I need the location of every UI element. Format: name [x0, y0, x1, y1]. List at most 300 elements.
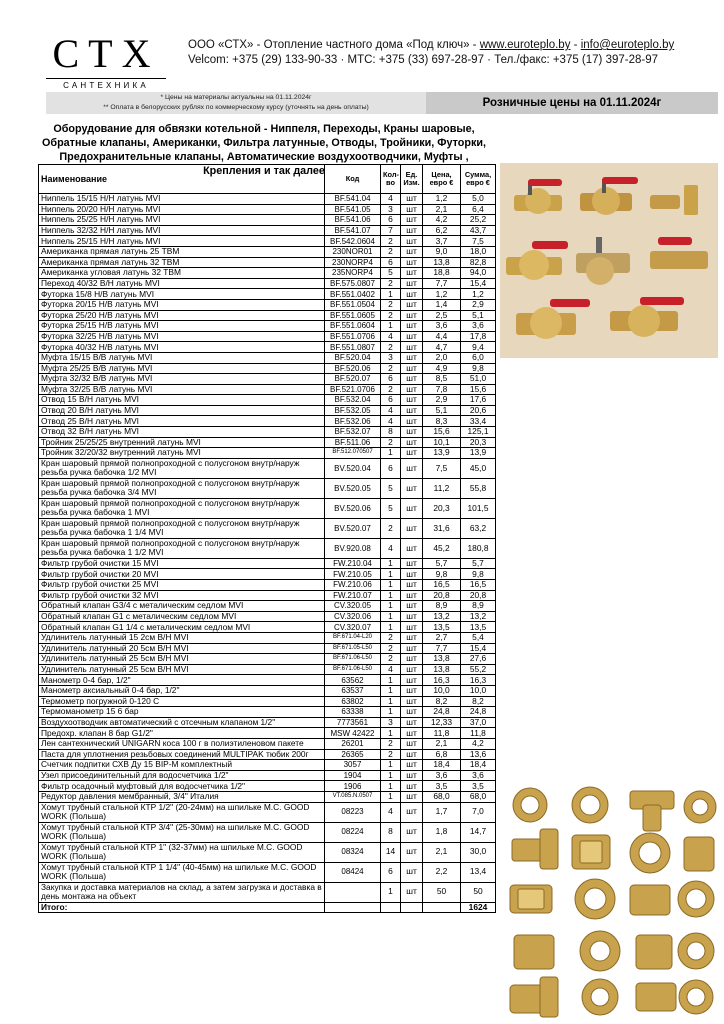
item-name: Хомут трубный стальной КТР 1/2" (20-24мм) на шпильке М.С. GOOD WORK (Польша): [39, 802, 325, 822]
item-price: 16,5: [423, 580, 461, 591]
item-sum: 15,4: [461, 643, 496, 654]
table-row: [39, 781, 496, 792]
col-name-header: Наименование: [39, 165, 325, 194]
item-qty: 1: [381, 696, 401, 707]
item-price: 7,8: [423, 384, 461, 395]
item-sum: 30,0: [461, 842, 496, 862]
item-code: 08223: [325, 802, 381, 822]
item-name: Муфта 15/15 В/В латунь MVI: [39, 352, 325, 363]
table-row: [39, 268, 496, 279]
item-sum: 37,0: [461, 717, 496, 728]
item-unit: шт: [401, 611, 423, 622]
table-row: [39, 225, 496, 236]
table-row: [39, 675, 496, 686]
item-code: BF.551.0706: [325, 331, 381, 342]
item-code: 63537: [325, 685, 381, 696]
table-header-row: [39, 165, 496, 194]
item-code: 235NORP4: [325, 268, 381, 279]
item-name: Паста для уплотнения резьбовых соединений MULTIPAK тюбик 200г: [39, 749, 325, 760]
item-unit: шт: [401, 225, 423, 236]
item-unit: шт: [401, 760, 423, 771]
item-unit: шт: [401, 558, 423, 569]
item-unit: шт: [401, 882, 423, 902]
item-code: BF.541.05: [325, 204, 381, 215]
item-name: Футорка 25/20 Н/В латунь MVI: [39, 310, 325, 321]
item-sum: 6,0: [461, 352, 496, 363]
item-unit: шт: [401, 675, 423, 686]
item-code: BF.575.0807: [325, 278, 381, 289]
item-name: Удлинитель латунный 20 5см В/Н MVI: [39, 643, 325, 654]
brass-fittings-photo: [500, 785, 720, 1020]
item-unit: шт: [401, 791, 423, 802]
item-qty: 14: [381, 842, 401, 862]
item-sum: 6,4: [461, 204, 496, 215]
col-qty-header: Кол-во: [381, 165, 401, 194]
table-row: [39, 236, 496, 247]
item-code: VT.085.N.0507: [325, 791, 381, 802]
item-qty: 3: [381, 717, 401, 728]
item-qty: 2: [381, 437, 401, 448]
item-unit: шт: [401, 580, 423, 591]
item-qty: 2: [381, 738, 401, 749]
item-code: 3057: [325, 760, 381, 771]
item-name: Кран шаровый прямой полнопроходной с полусгоном внутр/наруж резьба ручка бабочка 1/2 MVI: [39, 458, 325, 478]
item-name: Кран шаровый прямой полнопроходной с полусгоном внутр/наруж резьба ручка бабочка 3/4 MVI: [39, 478, 325, 498]
table-row: [39, 246, 496, 257]
table-row: [39, 204, 496, 215]
item-name: Ниппель 32/32 Н/Н латунь MVI: [39, 225, 325, 236]
item-price: 4,7: [423, 342, 461, 353]
item-name: Обратный клапан G1 1/4 с металическим седлом MVI: [39, 622, 325, 633]
item-code: BF.532.04: [325, 395, 381, 406]
item-price: 7,5: [423, 458, 461, 478]
company-logo: [46, 31, 166, 94]
item-code: 63338: [325, 707, 381, 718]
item-name: Муфта 32/32 В/В латунь MVI: [39, 374, 325, 385]
table-row: [39, 882, 496, 902]
item-unit: шт: [401, 685, 423, 696]
item-code: BF.542.0604: [325, 236, 381, 247]
item-sum: 20,6: [461, 405, 496, 416]
item-sum: 55,8: [461, 478, 496, 498]
item-unit: шт: [401, 862, 423, 882]
item-qty: 1: [381, 558, 401, 569]
document-title: Оборудование для обвязки котельной - Ниппеля, Переходы, Краны шаровые, Обратные клапаны, Американки, Фильтра латунные, Отводы, Тройники, Футорки, Предохранительные клапаны, Автоматические воздухоотводчики, Муфты , Крепления и так далее: [42, 123, 486, 177]
item-code: BF.520.06: [325, 363, 381, 374]
item-qty: 1: [381, 622, 401, 633]
item-sum: 9,8: [461, 363, 496, 374]
item-name: Тройник 32/20/32 внутренний латунь MVI: [39, 448, 325, 459]
item-qty: 1: [381, 448, 401, 459]
item-sum: 17,6: [461, 395, 496, 406]
item-name: Удлинитель латунный 25 5см В/Н MVI: [39, 654, 325, 665]
item-qty: 2: [381, 278, 401, 289]
table-row: [39, 707, 496, 718]
item-price: 3,5: [423, 781, 461, 792]
item-sum: 15,4: [461, 278, 496, 289]
item-sum: 16,3: [461, 675, 496, 686]
item-price: 8,2: [423, 696, 461, 707]
table-row: [39, 749, 496, 760]
item-code: BV.520.06: [325, 498, 381, 518]
item-sum: 7,0: [461, 802, 496, 822]
table-body: [39, 194, 496, 913]
item-qty: 1: [381, 611, 401, 622]
item-name: Хомут трубный стальной КТР 3/4" (25-30мм) на шпильке М.С. GOOD WORK (Польша): [39, 822, 325, 842]
item-unit: шт: [401, 278, 423, 289]
item-code: BF.671.06-L50: [325, 654, 381, 665]
total-empty-cell: [401, 902, 423, 913]
table-row: [39, 416, 496, 427]
item-unit: шт: [401, 633, 423, 644]
item-qty: 4: [381, 802, 401, 822]
item-sum: 18,4: [461, 760, 496, 771]
item-price: 6,8: [423, 749, 461, 760]
item-name: Футорка 20/15 Н/В латунь MVI: [39, 299, 325, 310]
item-name: Отвод 32 В/Н латунь MVI: [39, 427, 325, 438]
item-code: BV.920.08: [325, 538, 381, 558]
item-sum: 180,8: [461, 538, 496, 558]
item-name: Хомут трубный стальной КТР 1" (32-37мм) на шпильке М.С. GOOD WORK (Польша): [39, 842, 325, 862]
item-price: 45,2: [423, 538, 461, 558]
table-row: [39, 331, 496, 342]
item-price: 5,7: [423, 558, 461, 569]
item-price: 1,4: [423, 299, 461, 310]
phone-line: Velcom: +375 (29) 133-90-33 · МТС: +375 (33) 697-28-97 · Тел./факс: +375 (17) 397-28-97: [188, 54, 659, 66]
item-sum: 8,2: [461, 696, 496, 707]
item-code: BF.671.06-L50: [325, 664, 381, 675]
item-price: 10,0: [423, 685, 461, 696]
item-price: 1,2: [423, 194, 461, 205]
item-name: Термоманометр 15 6 бар: [39, 707, 325, 718]
item-code: 08324: [325, 842, 381, 862]
item-qty: 7: [381, 225, 401, 236]
item-unit: шт: [401, 622, 423, 633]
item-price: 11,2: [423, 478, 461, 498]
item-unit: шт: [401, 299, 423, 310]
item-unit: шт: [401, 458, 423, 478]
item-code: BF.551.0504: [325, 299, 381, 310]
table-row: [39, 427, 496, 438]
table-row: [39, 862, 496, 882]
table-row: [39, 738, 496, 749]
item-code: 08424: [325, 862, 381, 882]
item-name: Обратный клапан G3/4 с металическим седлом MVI: [39, 601, 325, 612]
email-link[interactable]: info@euroteplo.by: [580, 39, 675, 51]
logo-text: СТХ: [52, 31, 160, 76]
item-unit: шт: [401, 321, 423, 332]
total-label: Итого:: [39, 902, 325, 913]
item-sum: 63,2: [461, 518, 496, 538]
item-sum: 10,0: [461, 685, 496, 696]
item-code: FW.210.04: [325, 558, 381, 569]
item-sum: 51,0: [461, 374, 496, 385]
item-name: Американка прямая латунь 32 TBM: [39, 257, 325, 268]
item-code: BF.520.07: [325, 374, 381, 385]
item-name: Редуктор давления мембранный, 3/4" Италия: [39, 791, 325, 802]
item-code: CV.320.05: [325, 601, 381, 612]
item-unit: шт: [401, 363, 423, 374]
table-row: [39, 590, 496, 601]
item-name: Манометр аксиальный 0-4 бар, 1/2": [39, 685, 325, 696]
item-name: Отвод 25 В/Н латунь MVI: [39, 416, 325, 427]
item-qty: 4: [381, 405, 401, 416]
item-code: CV.320.06: [325, 611, 381, 622]
item-price: 20,8: [423, 590, 461, 601]
item-code: BF.541.04: [325, 194, 381, 205]
item-price: 3,6: [423, 770, 461, 781]
table-row: [39, 437, 496, 448]
item-sum: 7,5: [461, 236, 496, 247]
table-row: [39, 791, 496, 802]
item-unit: шт: [401, 257, 423, 268]
table-row: [39, 770, 496, 781]
item-sum: 82,8: [461, 257, 496, 268]
total-empty-cell: [423, 902, 461, 913]
item-qty: 2: [381, 654, 401, 665]
table-row: [39, 448, 496, 459]
item-name: Муфта 32/25 В/В латунь MVI: [39, 384, 325, 395]
item-qty: 1: [381, 590, 401, 601]
item-unit: шт: [401, 601, 423, 612]
item-qty: 6: [381, 257, 401, 268]
item-name: Отвод 15 В/Н латунь MVI: [39, 395, 325, 406]
item-name: Американка прямая латунь 25 TBM: [39, 246, 325, 257]
price-table: [38, 164, 496, 913]
table-row: [39, 363, 496, 374]
item-price: 18,8: [423, 268, 461, 279]
item-sum: 24,8: [461, 707, 496, 718]
item-code: 63562: [325, 675, 381, 686]
item-code: BF.521.0706: [325, 384, 381, 395]
item-price: 1,7: [423, 802, 461, 822]
item-name: Удлинитель латунный 15 2см В/Н MVI: [39, 633, 325, 644]
item-code: BF.671.05-L50: [325, 643, 381, 654]
table-row: [39, 580, 496, 591]
item-qty: 6: [381, 862, 401, 882]
item-code: BF.532.07: [325, 427, 381, 438]
item-unit: шт: [401, 590, 423, 601]
item-unit: шт: [401, 569, 423, 580]
table-row: [39, 760, 496, 771]
item-name: Фильтр грубой очистки 32 MVI: [39, 590, 325, 601]
item-qty: 1: [381, 791, 401, 802]
item-code: FW.210.05: [325, 569, 381, 580]
item-name: Манометр 0-4 бар, 1/2": [39, 675, 325, 686]
item-code: BF.551.0807: [325, 342, 381, 353]
item-name: Кран шаровый прямой полнопроходной с полусгоном внутр/наруж резьба ручка бабочка 1 MVI: [39, 498, 325, 518]
item-qty: 2: [381, 246, 401, 257]
item-price: 3,7: [423, 236, 461, 247]
item-price: 4,9: [423, 363, 461, 374]
item-unit: шт: [401, 538, 423, 558]
table-row: [39, 664, 496, 675]
item-qty: 3: [381, 352, 401, 363]
item-sum: 50: [461, 882, 496, 902]
item-sum: 13,6: [461, 749, 496, 760]
item-name: Футорка 32/25 Н/В латунь MVI: [39, 331, 325, 342]
table-row: [39, 601, 496, 612]
item-code: BF.551.0402: [325, 289, 381, 300]
item-price: 8,5: [423, 374, 461, 385]
item-sum: 1,2: [461, 289, 496, 300]
item-price: 2,1: [423, 204, 461, 215]
item-price: 11,8: [423, 728, 461, 739]
table-row: [39, 611, 496, 622]
item-sum: 14,7: [461, 822, 496, 842]
item-name: Обратный клапан G1 с металическим седлом MVI: [39, 611, 325, 622]
item-qty: 4: [381, 664, 401, 675]
item-unit: шт: [401, 374, 423, 385]
note-payment: ** Оплата в белорусских рублях по коммерческому курсу (уточнять на день оплаты): [103, 104, 369, 111]
table-row: [39, 498, 496, 518]
item-price: 13,9: [423, 448, 461, 459]
item-price: 12,33: [423, 717, 461, 728]
table-row: [39, 352, 496, 363]
website-link[interactable]: www.euroteplo.by: [479, 39, 571, 51]
item-sum: 8,9: [461, 601, 496, 612]
item-sum: 55,2: [461, 664, 496, 675]
item-qty: 5: [381, 498, 401, 518]
item-code: BV.520.04: [325, 458, 381, 478]
item-unit: шт: [401, 707, 423, 718]
item-name: Отвод 20 В/Н латунь MVI: [39, 405, 325, 416]
item-code: 7773561: [325, 717, 381, 728]
item-price: 13,8: [423, 664, 461, 675]
item-sum: 13,5: [461, 622, 496, 633]
table-row: [39, 478, 496, 498]
item-qty: 1: [381, 685, 401, 696]
item-price: 16,3: [423, 675, 461, 686]
item-code: 230NOR01: [325, 246, 381, 257]
item-qty: 2: [381, 310, 401, 321]
item-code: MSW 42422: [325, 728, 381, 739]
item-code: [325, 882, 381, 902]
item-price: 8,3: [423, 416, 461, 427]
item-code: FW.210.07: [325, 590, 381, 601]
item-sum: 45,0: [461, 458, 496, 478]
item-qty: 4: [381, 416, 401, 427]
col-sum-header: Сумма, евро €: [461, 165, 496, 194]
table-row: [39, 622, 496, 633]
table-row: [39, 278, 496, 289]
item-price: 68,0: [423, 791, 461, 802]
logo-subtitle: САНТЕХНИКА: [46, 78, 166, 90]
item-unit: шт: [401, 822, 423, 842]
ball-valves-photo: [500, 163, 718, 358]
item-unit: шт: [401, 204, 423, 215]
item-qty: 6: [381, 215, 401, 226]
item-price: 13,5: [423, 622, 461, 633]
table-row: [39, 728, 496, 739]
item-price: 13,8: [423, 654, 461, 665]
item-price: 2,0: [423, 352, 461, 363]
table-row: [39, 384, 496, 395]
item-sum: 68,0: [461, 791, 496, 802]
item-price: 31,6: [423, 518, 461, 538]
item-name: Переход 40/32 В/Н латунь MVI: [39, 278, 325, 289]
table-row: [39, 822, 496, 842]
item-sum: 101,5: [461, 498, 496, 518]
item-qty: 2: [381, 363, 401, 374]
item-price: 9,0: [423, 246, 461, 257]
item-code: 63802: [325, 696, 381, 707]
item-price: 7,7: [423, 643, 461, 654]
item-sum: 9,8: [461, 569, 496, 580]
item-sum: 3,6: [461, 321, 496, 332]
item-unit: шт: [401, 518, 423, 538]
table-row: [39, 299, 496, 310]
item-price: 7,7: [423, 278, 461, 289]
item-name: Ниппель 25/25 Н/Н латунь MVI: [39, 215, 325, 226]
item-qty: 3: [381, 204, 401, 215]
col-unit-header: Ед. Изм.: [401, 165, 423, 194]
item-name: Ниппель 25/15 Н/Н латунь MVI: [39, 236, 325, 247]
item-sum: 20,3: [461, 437, 496, 448]
item-sum: 13,2: [461, 611, 496, 622]
item-unit: шт: [401, 643, 423, 654]
company-line: ООО «СТХ» - Отопление частного дома «Под ключ» -: [188, 39, 480, 51]
item-code: BV.520.05: [325, 478, 381, 498]
item-name: Узел присоединительный для водосчетчика 1/2": [39, 770, 325, 781]
item-qty: 1: [381, 882, 401, 902]
item-code: BF.551.0605: [325, 310, 381, 321]
item-qty: 4: [381, 194, 401, 205]
item-unit: шт: [401, 194, 423, 205]
item-price: 24,8: [423, 707, 461, 718]
item-qty: 2: [381, 749, 401, 760]
item-unit: шт: [401, 781, 423, 792]
table-row: [39, 405, 496, 416]
item-sum: 13,4: [461, 862, 496, 882]
item-sum: 5,0: [461, 194, 496, 205]
item-price: 20,3: [423, 498, 461, 518]
item-code: 08224: [325, 822, 381, 842]
item-qty: 5: [381, 478, 401, 498]
item-code: CV.320.07: [325, 622, 381, 633]
item-qty: 2: [381, 518, 401, 538]
item-price: 50: [423, 882, 461, 902]
item-qty: 6: [381, 374, 401, 385]
item-sum: 20,8: [461, 590, 496, 601]
item-unit: шт: [401, 717, 423, 728]
item-code: BF.541.07: [325, 225, 381, 236]
item-name: Ниппель 20/20 Н/Н латунь MVI: [39, 204, 325, 215]
item-code: BF.520.04: [325, 352, 381, 363]
item-sum: 5,4: [461, 633, 496, 644]
item-code: 26201: [325, 738, 381, 749]
item-sum: 17,8: [461, 331, 496, 342]
item-sum: 16,5: [461, 580, 496, 591]
table-row: [39, 458, 496, 478]
item-unit: шт: [401, 331, 423, 342]
item-unit: шт: [401, 342, 423, 353]
table-row: [39, 696, 496, 707]
item-qty: 4: [381, 331, 401, 342]
item-price: 1,8: [423, 822, 461, 842]
item-unit: шт: [401, 268, 423, 279]
item-sum: 5,1: [461, 310, 496, 321]
item-price: 15,6: [423, 427, 461, 438]
item-unit: шт: [401, 437, 423, 448]
item-price: 18,4: [423, 760, 461, 771]
item-unit: шт: [401, 478, 423, 498]
item-qty: 1: [381, 728, 401, 739]
item-sum: 94,0: [461, 268, 496, 279]
table-row: [39, 685, 496, 696]
item-name: Футорка 40/32 Н/В латунь MVI: [39, 342, 325, 353]
item-name: Фильтр грубой очистки 25 MVI: [39, 580, 325, 591]
